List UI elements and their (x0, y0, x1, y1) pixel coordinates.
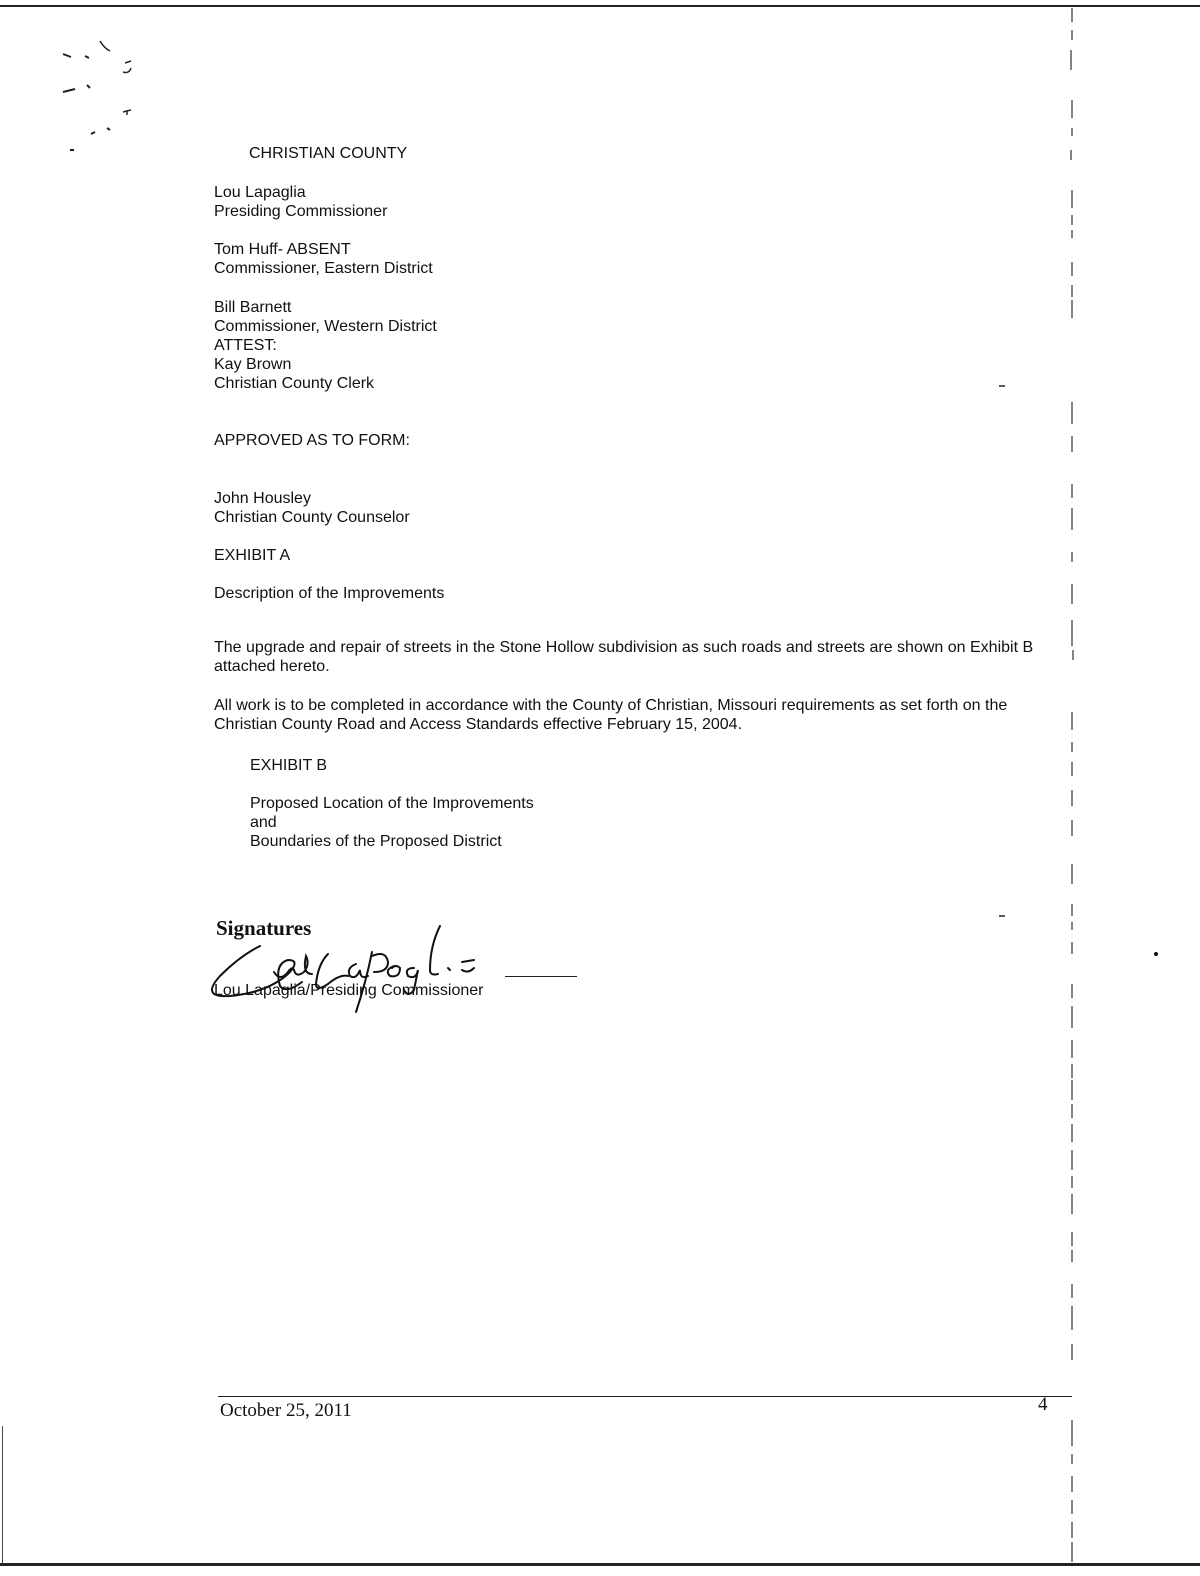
official-block (214, 298, 437, 393)
exhibit-a-subheading: Description of the Improvements (214, 585, 445, 602)
exhibit-b-line: Proposed Location of the Improvements (250, 795, 534, 812)
scan-bottom-edge (0, 1563, 1200, 1566)
counselor-block (214, 489, 410, 527)
scan-specks (55, 38, 145, 158)
signatures-heading: Signatures (216, 916, 312, 940)
official-name: Tom Huff- ABSENT (214, 241, 351, 258)
exhibit-b-description (250, 794, 534, 851)
scan-dot (1150, 948, 1162, 960)
exhibit-a-heading: EXHIBIT A (214, 547, 291, 564)
official-block (214, 240, 433, 278)
official-name: Bill Barnett (214, 299, 292, 316)
official-name: Lou Lapaglia (214, 184, 306, 201)
counselor-title: Christian County Counselor (214, 509, 410, 526)
signer-caption: Lou Lapaglia/Presiding Commissioner (214, 982, 484, 999)
official-title: Commissioner, Western District (214, 318, 437, 335)
signature-line (505, 976, 577, 977)
scan-dash (996, 380, 1008, 392)
scan-left-edge (2, 1426, 3, 1566)
counselor-name: John Housley (214, 490, 311, 507)
scan-edge-marks (1062, 0, 1082, 1576)
scan-dash (996, 910, 1008, 922)
exhibit-b-line: and (250, 814, 277, 831)
approved-label: APPROVED AS TO FORM: (214, 432, 410, 449)
page-number: 4 (1038, 1394, 1048, 1415)
official-title: Commissioner, Eastern District (214, 260, 433, 277)
footer-date: October 25, 2011 (220, 1400, 352, 1421)
exhibit-a-paragraph: All work is to be completed in accordance with the County of Christian, Missouri requirements as set forth on the Christian County Road and Access Standards effective February 15, 2004. (214, 697, 1008, 733)
footer-rule (218, 1396, 1072, 1397)
official-title: Presiding Commissioner (214, 203, 388, 220)
exhibit-b-line: Boundaries of the Proposed District (250, 833, 502, 850)
scan-top-edge (0, 5, 1200, 7)
attest-name: Kay Brown (214, 356, 292, 373)
exhibit-b-heading: EXHIBIT B (250, 757, 328, 774)
attest-title: Christian County Clerk (214, 375, 375, 392)
county-heading: CHRISTIAN COUNTY (249, 145, 408, 162)
official-block (214, 183, 387, 221)
attest-label: ATTEST: (214, 337, 277, 354)
handwritten-signature (200, 916, 500, 1016)
exhibit-a-paragraph: The upgrade and repair of streets in the Stone Hollow subdivision as such roads and streets are shown on Exhibit B attached hereto. (214, 639, 1034, 675)
